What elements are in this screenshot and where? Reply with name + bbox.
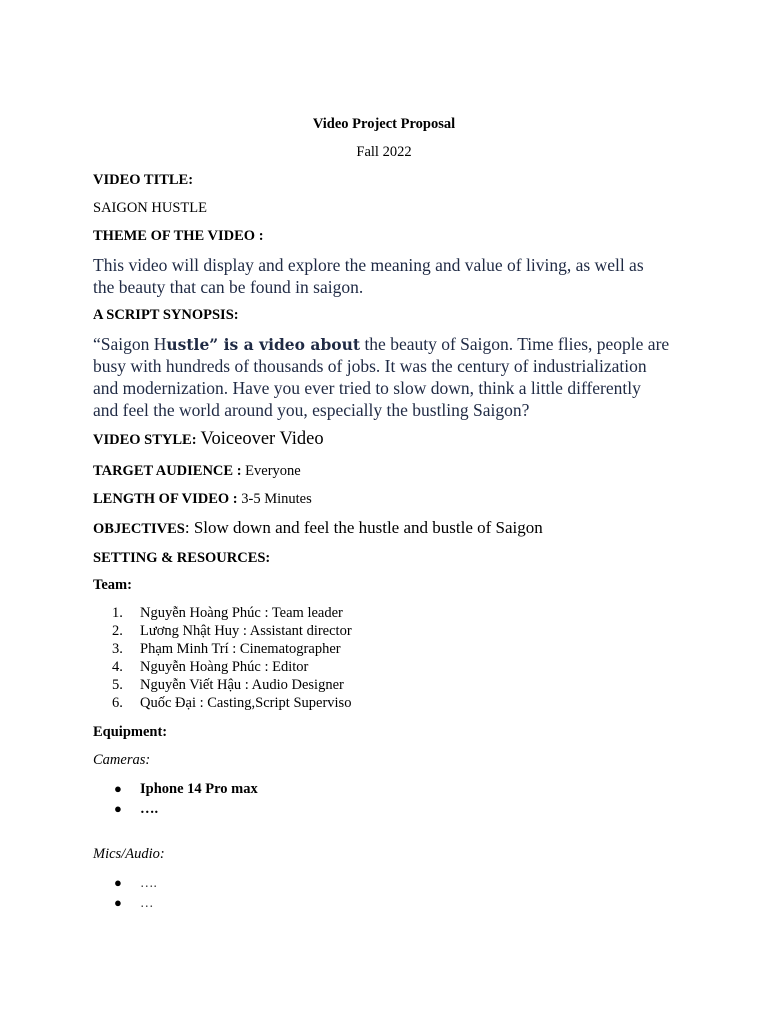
- team-member: 4. Nguyễn Hoàng Phúc : Editor: [112, 659, 309, 675]
- team-list: [112, 604, 352, 712]
- team-member: 1. Nguyễn Hoàng Phúc : Team leader: [112, 605, 343, 621]
- video-title-value: SAIGON HUSTLE: [93, 200, 207, 216]
- document-term: Fall 2022: [356, 144, 412, 160]
- bullet-icon: ●: [114, 895, 122, 910]
- synopsis-line-3: and modernization. Have you ever tried to slow down, think a little differently: [93, 378, 641, 398]
- cameras-label: Cameras:: [93, 752, 151, 768]
- target-audience-row: [93, 463, 301, 480]
- team-label: Team:: [93, 577, 132, 593]
- theme-label: THEME OF THE VIDEO :: [93, 228, 264, 244]
- cameras-list: [114, 779, 258, 819]
- objectives-row: [93, 518, 543, 538]
- team-member: 6. Quốc Đại : Casting,Script Superviso: [112, 695, 352, 711]
- synopsis-line-1-part-c: the beauty of Saigon. Time flies, people are: [360, 334, 670, 354]
- objectives-value: : Slow down and feel the hustle and bustle of Saigon: [184, 518, 543, 537]
- objectives-label: OBJECTIVES: [93, 521, 185, 537]
- synopsis-line-1-part-b: ustle” is a video about: [166, 335, 361, 354]
- list-item: ● Iphone 14 Pro max: [114, 780, 258, 797]
- team-member: 2. Lương Nhật Huy : Assistant director: [112, 623, 352, 639]
- target-audience-value: Everyone: [245, 463, 301, 479]
- bullet-icon: ●: [114, 875, 122, 890]
- target-audience-label: TARGET AUDIENCE :: [93, 463, 242, 479]
- video-style-label: VIDEO STYLE:: [93, 432, 197, 448]
- bullet-icon: ●: [114, 801, 122, 816]
- synopsis-label: A SCRIPT SYNOPSIS:: [93, 307, 239, 323]
- bullet-icon: ●: [114, 781, 122, 796]
- list-item: ● ….: [114, 800, 159, 817]
- video-title-label: VIDEO TITLE:: [93, 172, 194, 188]
- equipment-label: Equipment:: [93, 724, 168, 740]
- team-member: 3. Phạm Minh Trí : Cinematographer: [112, 641, 341, 657]
- theme-text-line-1: This video will display and explore the meaning and value of living, as well as: [93, 255, 644, 275]
- team-member: 5. Nguyễn Viết Hậu : Audio Designer: [112, 677, 344, 693]
- video-style-row: [93, 429, 324, 450]
- synopsis-line-1: [93, 333, 669, 356]
- video-length-row: [93, 491, 312, 508]
- theme-text-line-2: the beauty that can be found in saigon.: [93, 277, 364, 297]
- video-length-label: LENGTH OF VIDEO :: [93, 491, 238, 507]
- mics-audio-label: Mics/Audio:: [93, 846, 165, 862]
- list-item: ● ….: [114, 875, 157, 890]
- list-item: ● …: [114, 895, 154, 910]
- video-length-value: 3-5 Minutes: [241, 491, 312, 507]
- mics-list: [114, 873, 157, 913]
- video-style-value: Voiceover Video: [200, 429, 324, 449]
- setting-resources-label: SETTING & RESOURCES:: [93, 550, 271, 566]
- synopsis-line-4: and feel the world around you, especially the bustling Saigon?: [93, 400, 530, 420]
- synopsis-line-2: busy with hundreds of thousands of jobs. It was the century of industrialization: [93, 356, 647, 376]
- document-title: Video Project Proposal: [312, 116, 456, 132]
- synopsis-line-1-part-a: “Saigon H: [93, 334, 167, 354]
